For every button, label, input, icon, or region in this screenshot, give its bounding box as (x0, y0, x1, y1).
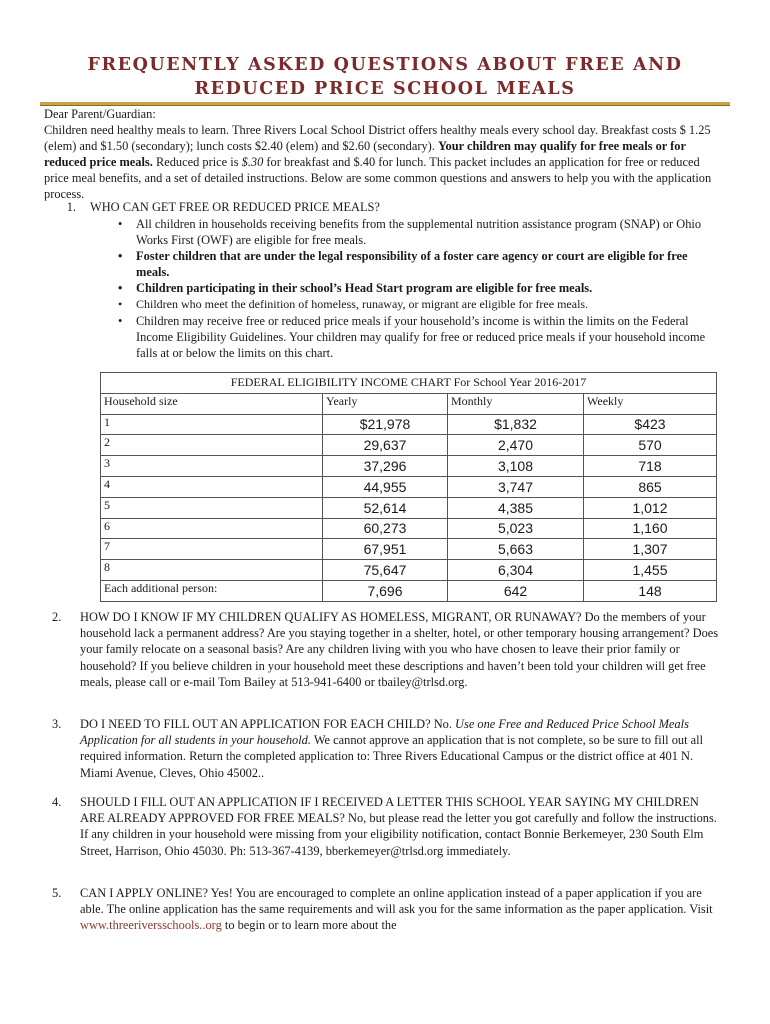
table-row (101, 580, 717, 601)
yearly-cell: 44,955 (323, 476, 448, 497)
table-row (101, 414, 717, 435)
bullet-text: Children participating in their school’s Head Start program are eligible for free meals. (136, 281, 593, 296)
q5-text: CAN I APPLY ONLINE? Yes! You are encouraged to complete an online application instead of a paper application if you are able. The online application has the same requirements and will ask you for the same information as the paper application. Visit (80, 886, 713, 917)
monthly-cell: 5,023 (448, 518, 584, 539)
bullet-icon: • (118, 281, 123, 296)
table-row (101, 476, 717, 497)
bullet-text: All children in households receiving benefits from the supplemental nutrition assistance program (SNAP) or Ohio Works First (OWF) are eligible for free meals. (136, 217, 702, 248)
monthly-cell: 3,108 (448, 456, 584, 477)
yearly-cell: 7,696 (323, 580, 448, 601)
household-size-cell: 2 (101, 435, 323, 456)
weekly-cell: 865 (584, 476, 717, 497)
q3-question: DO I NEED TO FILL OUT AN APPLICATION FOR EACH CHILD? No. (80, 717, 456, 731)
title-line-1: FREQUENTLY ASKED QUESTIONS ABOUT FREE AND (87, 55, 683, 75)
weekly-cell: 1,012 (584, 497, 717, 518)
q4-text: SHOULD I FILL OUT AN APPLICATION IF I RECEIVED A LETTER THIS SCHOOL YEAR SAYING MY CHILDREN ARE ALREADY APPROVED FOR FREE MEALS? No, but please read the letter you got carefully and follow the instructions. If any children in your household were missing from your eligibility notification, contact Bonnie Berkemeyer, 230 South Elm Street, Harrison, Ohio 45030. Ph: 513-367-4139, bberkemeyer@trlsd.org immediately. (80, 795, 717, 858)
list-item (118, 248, 718, 280)
q1-heading (44, 199, 380, 215)
q4-number: 4. (52, 795, 62, 809)
monthly-cell: 2,470 (448, 435, 584, 456)
intro-bold: Your children may qualify for free meals or for reduced price meals. (44, 139, 686, 170)
bullet-text: Children who meet the definition of homeless, runaway, or migrant are eligible for free meals. (136, 297, 589, 312)
title-line-2: REDUCED PRICE SCHOOL MEALS (194, 79, 576, 99)
bullet-icon: • (118, 297, 123, 312)
household-size-cell: Each additional person: (101, 580, 323, 601)
intro-paragraph (44, 122, 724, 202)
monthly-cell: $1,832 (448, 414, 584, 435)
household-size-cell: 7 (101, 539, 323, 560)
monthly-cell: 3,747 (448, 476, 584, 497)
yearly-cell: 29,637 (323, 435, 448, 456)
column-header: Monthly (448, 393, 584, 414)
greeting: Dear Parent/Guardian: (44, 107, 156, 121)
q5-text-2: to begin or to learn more about the (221, 918, 397, 933)
household-size-cell: 6 (101, 518, 323, 539)
table-row (101, 560, 717, 581)
q3-italic: Use one Free and Reduced Price School Meals Application for all students in your household. (80, 717, 689, 748)
bullet-icon: • (118, 313, 123, 328)
bullet-icon: • (118, 217, 123, 231)
household-size-cell: 5 (101, 497, 323, 518)
monthly-cell: 5,663 (448, 539, 584, 560)
bullet-text: Children may receive free or reduced price meals if your household’s income is within the limits on the Federal Income Eligibility Guidelines. Your children may qualify for free or reduced price meals if your household income falls at or below the limits on this chart. (136, 313, 706, 360)
monthly-cell: 4,385 (448, 497, 584, 518)
list-item (118, 216, 718, 248)
weekly-cell: 1,307 (584, 539, 717, 560)
column-header: Weekly (584, 393, 717, 414)
table-row (101, 539, 717, 560)
table-row (101, 456, 717, 477)
weekly-cell: $423 (584, 414, 717, 435)
q3-answer: We cannot approve an application that is not complete, so be sure to fill out all required information. Return the completed application to: Three Rivers Educational Campus or the district office at 401 N. Miami Avenue, Cleves, Ohio 45002.. (80, 733, 704, 780)
q3-number: 3. (52, 717, 62, 731)
q5-number: 5. (52, 886, 62, 900)
monthly-cell: 642 (448, 580, 584, 601)
yearly-cell: $21,978 (323, 414, 448, 435)
yearly-cell: 37,296 (323, 456, 448, 477)
bullet-text: Foster children that are under the legal responsibility of a foster care agency or court are eligible for free meals. (136, 249, 688, 280)
column-header: Household size (101, 393, 323, 414)
website-link[interactable]: www.threeriversschools..org (80, 918, 222, 933)
q1-number: 1. (66, 200, 76, 214)
table-row (101, 518, 717, 539)
monthly-cell: 6,304 (448, 560, 584, 581)
q2 (52, 609, 720, 690)
weekly-cell: 570 (584, 435, 717, 456)
intro-text-3: for breakfast and $.40 for lunch. This packet includes an application for free or reduced price meal benefits, and a set of detailed instructions. Below are some common questions and answers to help you with the application process. (44, 155, 712, 202)
household-size-cell: 1 (101, 414, 323, 435)
column-header: Yearly (323, 393, 448, 414)
table-caption: FEDERAL ELIGIBILITY INCOME CHART For School Year 2016-2017 (101, 373, 717, 394)
intro-italic: $.30 (241, 155, 264, 170)
household-size-cell: 8 (101, 560, 323, 581)
list-item (118, 313, 718, 361)
weekly-cell: 718 (584, 456, 717, 477)
list-item (118, 296, 718, 312)
yearly-cell: 60,273 (323, 518, 448, 539)
q2-text: HOW DO I KNOW IF MY CHILDREN QUALIFY AS HOMELESS, MIGRANT, OR RUNAWAY? Do the members of your household lack a permanent address? Are you staying together in a shelter, hotel, or other temporary housing arrangement? Does your family relocate on a seasonal basis? Are any children living with you who have chosen to leave their prior family or household? If you believe children in your household meet these descriptions and haven’t been told your children will get free meals, please call or e-mail Tom Bailey at 513-941-6400 or tbailey@trlsd.org. (80, 610, 719, 689)
intro-text: Children need healthy meals to learn. Three Rivers Local School District offers healthy meals every school day. Breakfast costs $ 1.25 (elem) and $1.50 (secondary); lunch costs $2.40 (elem) and $2.60 (secondary). (44, 123, 711, 154)
list-item (118, 280, 718, 296)
q1-heading-text: WHO CAN GET FREE OR REDUCED PRICE MEALS? (90, 200, 380, 214)
q2-number: 2. (52, 610, 62, 624)
q5 (52, 885, 720, 934)
q4 (52, 794, 720, 859)
household-size-cell: 4 (101, 476, 323, 497)
table-header-row (101, 393, 717, 414)
yearly-cell: 67,951 (323, 539, 448, 560)
household-size-cell: 3 (101, 456, 323, 477)
intro-text-2: Reduced price is (152, 155, 242, 170)
weekly-cell: 148 (584, 580, 717, 601)
table-row (101, 435, 717, 456)
table-row (101, 497, 717, 518)
q3 (52, 716, 720, 781)
bullet-icon: • (118, 249, 123, 264)
yearly-cell: 52,614 (323, 497, 448, 518)
yearly-cell: 75,647 (323, 560, 448, 581)
intro (44, 106, 724, 203)
income-eligibility-table (100, 372, 717, 602)
weekly-cell: 1,160 (584, 518, 717, 539)
weekly-cell: 1,455 (584, 560, 717, 581)
q1-bullet-list (118, 216, 718, 361)
